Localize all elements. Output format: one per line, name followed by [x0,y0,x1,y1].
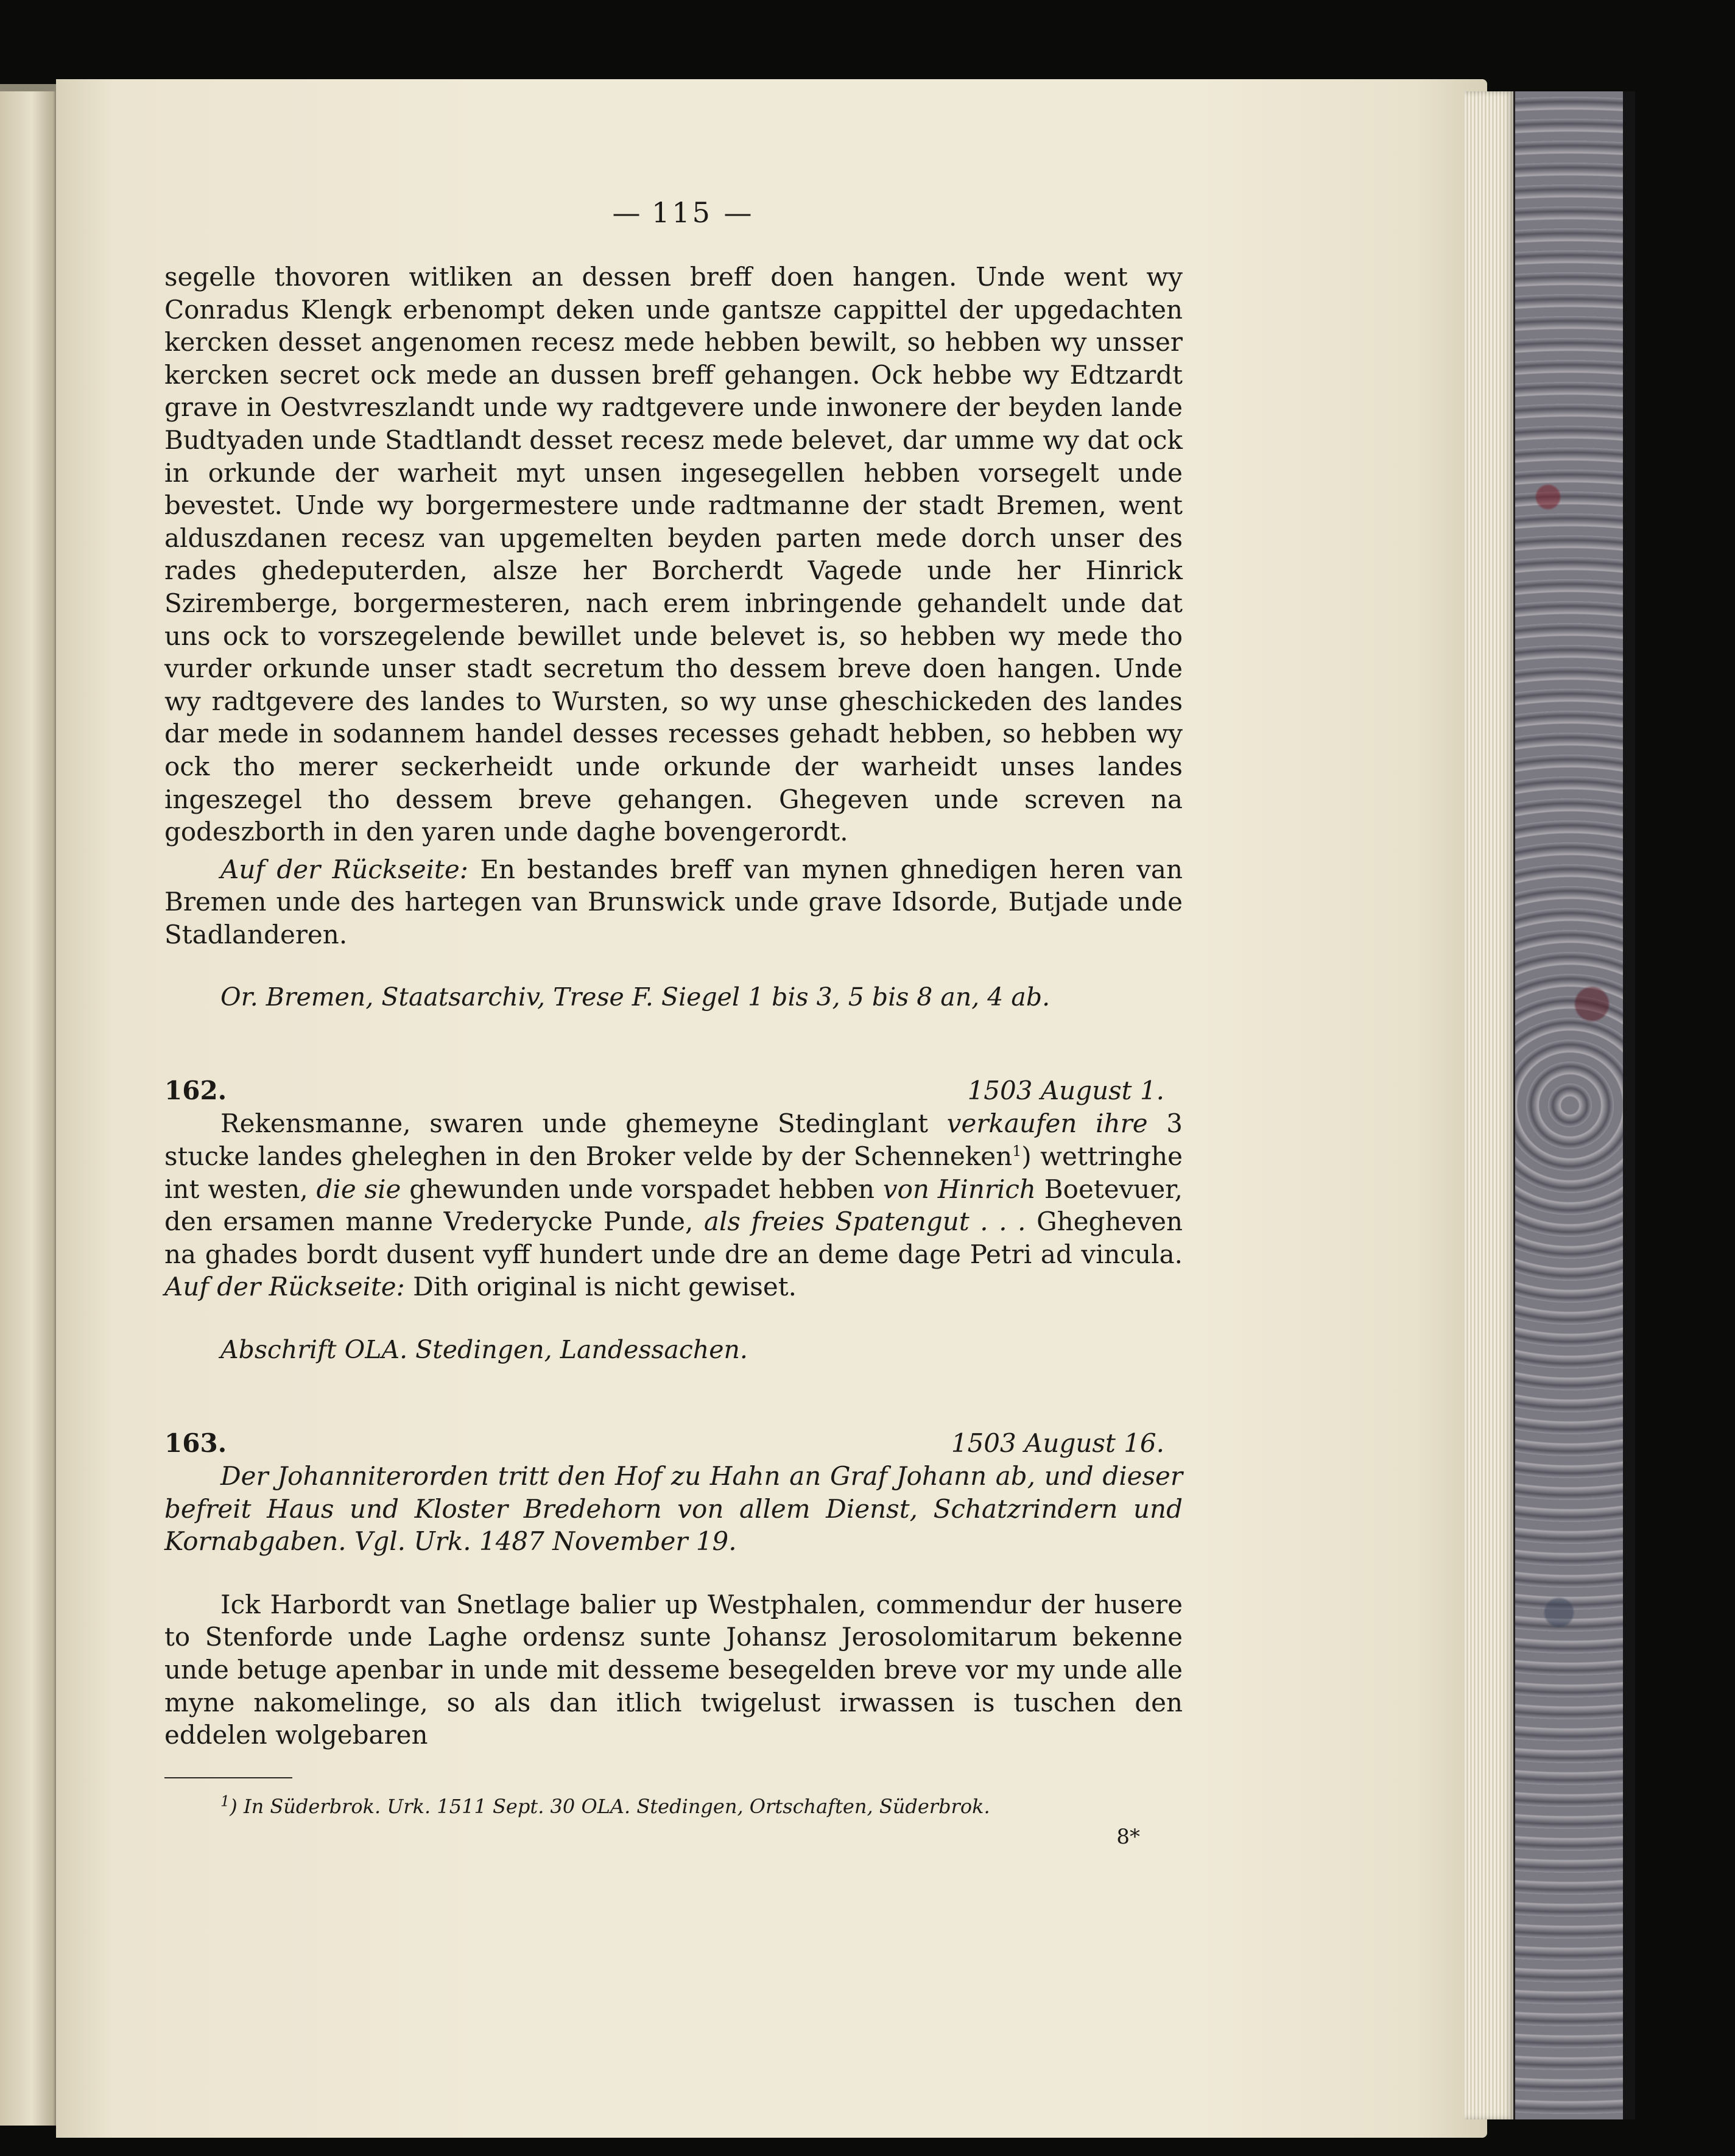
source-161: Or. Bremen, Staatsarchiv, Trese F. Siegel 1 bis 3, 5 bis 8 an, 4 ab. [220,982,1051,1012]
dorsal-text: En bestandes breff van mynen ghnedigen heren van Bremen unde des hartegen van Brunswick unde grave Idsorde, Butjade unde Stadlanderen. [164,854,1183,949]
page-number-dash-right: — [723,196,752,229]
marbled-cover [1513,91,1625,2119]
signature-mark: 8* [1116,1824,1140,1849]
page-number [585,196,780,229]
doc-163-text: Ick Harbordt van Snetlage balier up Westphalen, commendur der husere to Stenforde unde Laghe ordensz sunte Johansz Jerosolomitarum bekenne unde betuge apenbar in unde mit desseme besegelden breve vor my unde alle myne nakomelinge, so als dan itlich twigelust irwassen is tuschen den eddelen wolgebaren [164,1589,1183,1750]
page-number-value: 115 [652,196,713,229]
doc-162-italic: Auf der Rückseite: [164,1272,405,1302]
doc-162-number: 162. [164,1076,227,1106]
footnote-text: ) In Süderbrok. Urk. 1511 Sept. 30 OLA. Stedingen, Ortschaften, Süderbrok. [230,1794,990,1818]
doc-162-text-part: Rekensmanne, swaren unde ghemeyne Stedinglant [220,1108,947,1139]
page-block-edges [1465,91,1513,2119]
doc-162-text-part: 3 stucke landes gheleghen in den Broker velde by der Schenneken [164,1108,1183,1172]
page-number-dash-left: — [612,196,641,229]
page-content [164,261,1183,1849]
doc-163-regest: Der Johanniterorden tritt den Hof zu Hahn an Graf Johann ab, und dieser befreit Haus und Kloster Bredehorn von allem Dienst, Schatzrindern und Kornabgaben. Vgl. Urk. 1487 November 19. [164,1461,1183,1557]
left-page-edge [0,91,58,2126]
doc-162-text-part: Ghegheven na ghades bordt dusent vyff hundert unde dre an deme dage Petri ad vincula. [164,1207,1183,1269]
doc-163-number: 163. [164,1428,227,1459]
dorsal-label: Auf der Rückseite: [220,854,468,884]
doc-163-heading [164,1427,1183,1460]
dorsal-note-161 [164,853,1183,951]
footnote-rule [164,1777,292,1778]
footnote-reference: 1 [1012,1143,1022,1160]
doc-162-heading [164,1074,1183,1107]
doc-162-italic: als freies Spatengut . . . [703,1207,1026,1237]
doc-162-italic: die sie [316,1174,401,1204]
doc-162-text-part: Boetevuer, den ersamen manne Vrederycke Punde, [164,1174,1183,1237]
book-spine [1623,91,1635,2119]
doc-162-text-part: Dith original is nicht gewiset. [404,1272,797,1302]
footnote-marker: 1 [220,1792,230,1810]
continuation-paragraph: segelle thovoren witliken an dessen breff doen hangen. Unde went wy Conradus Klengk erbenompt deken unde gantsze cappittel der upgedachten kercken desset angenomen recesz mede hebben bewilt, so hebben wy unsser kercken secret ock mede an dussen breff gehangen. Ock hebbe wy Edtzardt grave in Oestvreszlandt unde wy radtgevere unde inwonere der beyden lande Budtyaden unde Stadtlandt desset recesz mede belevet, dar umme wy dat ock in orkunde der warheit myt unsen ingesegellen hebben vorsegelt unde bevestet. Unde wy borgermestere unde radtmanne der stadt Bremen, went alduszdanen recesz van upgemelten beyden parten mede dorch unser des rades ghedeputerden, alsze her Borcherdt Vagede unde her Hinrick Sziremberge, borgermesteren, nach erem inbringende gehandelt unde dat uns ock to vorszegelende bewillet unde belevet is, so hebben wy mede tho vurder orkunde unser stadt secretum tho dessem breve doen hangen. Unde wy radtgevere des landes to Wursten, so wy unse gheschickeden des landes dar mede in sodannem handel desses recesses gehadt hebben, so hebben wy ock tho merer seckerheidt unde orkunde der warheidt unses landes ingeszegel tho dessem breve gehangen. Ghegeven unde screven na godeszborth in den yaren unde daghe bovengerordt. [164,262,1183,847]
doc-162-text [164,1107,1183,1303]
source-162: Abschrift OLA. Stedingen, Landessachen. [220,1335,748,1365]
doc-162-italic: verkaufen ihre [946,1108,1148,1139]
doc-162-text-part: ghewunden unde vorspadet hebben [401,1174,883,1204]
doc-162-text-part: ) wettringhe int westen, [164,1141,1183,1204]
doc-162-date: 1503 August 1. [967,1076,1164,1106]
footnote [164,1793,1183,1820]
doc-163-date: 1503 August 16. [951,1428,1164,1459]
doc-162-italic: von Hinrich [882,1174,1036,1204]
